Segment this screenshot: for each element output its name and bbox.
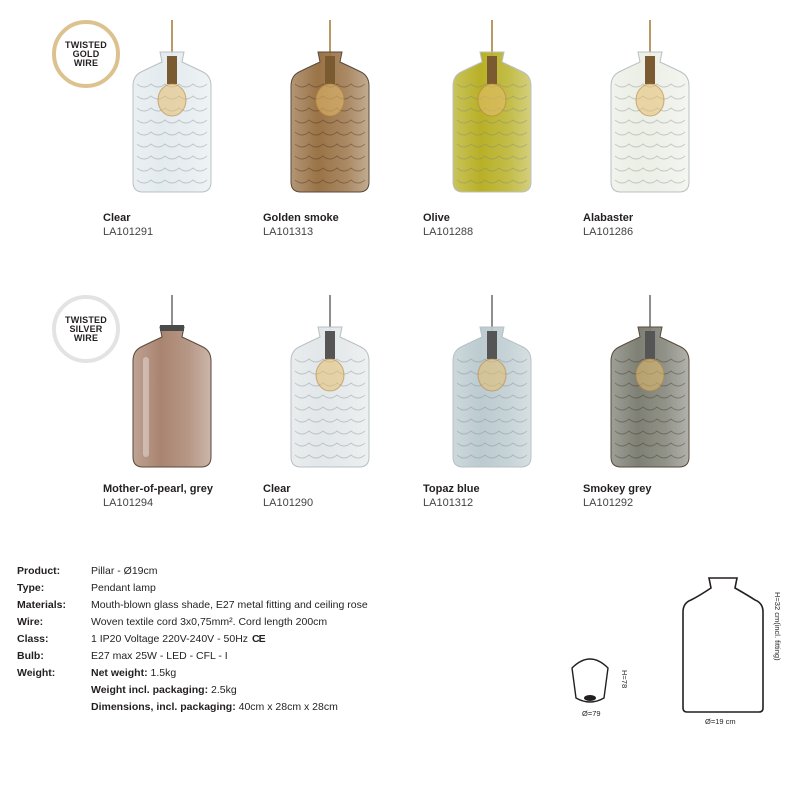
pendant-lamp-image xyxy=(127,295,217,475)
product-name: Mother-of-pearl, grey xyxy=(103,483,214,495)
spec-row-product xyxy=(17,563,368,580)
product-name: Clear xyxy=(263,483,291,495)
bulb-icon xyxy=(316,84,344,116)
ce-mark-icon: CE xyxy=(252,633,265,645)
class-value: 1 IP20 Voltage 220V-240V - 50Hz xyxy=(91,633,249,645)
product-caption xyxy=(263,482,313,510)
pendant-lamp-image xyxy=(285,295,375,475)
spec-value: Mouth-blown glass shade, E27 metal fitting and ceiling rose xyxy=(91,599,368,611)
product-caption xyxy=(423,211,473,239)
spec-label: Product: xyxy=(17,565,61,577)
spec-value: E27 max 25W - LED - CFL - I xyxy=(91,650,228,662)
small-height-label: H=78 xyxy=(620,670,629,689)
spec-row-weight xyxy=(17,665,368,682)
shade-outline-drawing xyxy=(675,570,790,730)
pendant-lamp-image xyxy=(285,20,375,200)
pendant-lamp-image xyxy=(447,295,537,475)
product-name: Topaz blue xyxy=(423,483,480,495)
product-code: LA101294 xyxy=(103,497,154,509)
bulb-icon xyxy=(636,84,664,116)
spec-row-weight-packaging xyxy=(17,682,368,699)
pendant-lamp-image xyxy=(605,295,695,475)
product-caption xyxy=(583,211,633,239)
product-code: LA101292 xyxy=(583,497,634,509)
badge-gold-label: TWISTED GOLD WIRE xyxy=(65,39,107,68)
spec-value xyxy=(91,665,176,682)
spec-label: Materials: xyxy=(17,599,67,611)
large-height-label: H=32 cm(incl. fitting) xyxy=(773,592,782,661)
spec-row-bulb xyxy=(17,648,368,665)
product-caption xyxy=(583,482,651,510)
product-name: Smokey grey xyxy=(583,483,652,495)
product-caption xyxy=(103,211,153,239)
spec-table xyxy=(17,563,368,716)
product-caption xyxy=(263,211,339,239)
bulb-icon xyxy=(478,359,506,391)
product-code: LA101290 xyxy=(263,497,314,509)
product-code: LA101291 xyxy=(103,226,154,238)
spec-label: Class: xyxy=(17,633,49,645)
bulb-icon xyxy=(636,359,664,391)
product-name: Golden smoke xyxy=(263,212,339,224)
spec-value xyxy=(91,631,265,648)
net-weight-label: Net weight: xyxy=(91,667,148,679)
spec-label: Weight: xyxy=(17,667,56,679)
spec-row-wire xyxy=(17,614,368,631)
pendant-lamp-image xyxy=(447,20,537,200)
fitting-drawing xyxy=(560,650,640,725)
dimensions-label: Dimensions, incl. packaging: xyxy=(91,701,236,713)
spec-row-dimensions xyxy=(17,699,368,716)
spec-value xyxy=(91,699,338,716)
bulb-icon xyxy=(158,84,186,116)
pendant-lamp-image xyxy=(605,20,695,200)
spec-value xyxy=(91,682,237,699)
product-code: LA101288 xyxy=(423,226,474,238)
spec-label: Bulb: xyxy=(17,650,44,662)
product-name: Alabaster xyxy=(583,212,634,224)
spec-row-materials xyxy=(17,597,368,614)
product-code: LA101312 xyxy=(423,497,474,509)
spec-value: Woven textile cord 3x0,75mm². Cord length 200cm xyxy=(91,616,328,628)
weight-packaging-value: 2.5kg xyxy=(211,684,237,696)
dimensions-value: 40cm x 28cm x 28cm xyxy=(238,701,338,713)
product-name: Clear xyxy=(103,212,131,224)
weight-packaging-label: Weight incl. packaging: xyxy=(91,684,209,696)
pendant-lamp-image xyxy=(127,20,217,200)
product-caption xyxy=(423,482,480,510)
product-name: Olive xyxy=(423,212,450,224)
spec-row-type xyxy=(17,580,368,597)
product-code: LA101313 xyxy=(263,226,314,238)
product-caption xyxy=(103,482,213,510)
badge-silver-label: TWISTED SILVER WIRE xyxy=(65,314,107,343)
product-code: LA101286 xyxy=(583,226,634,238)
spec-row-class xyxy=(17,631,368,648)
spec-value: Pillar - Ø19cm xyxy=(91,565,158,577)
spec-label: Type: xyxy=(17,582,45,594)
large-diameter-label: Ø=19 cm xyxy=(705,717,736,726)
twisted-gold-wire-badge xyxy=(52,20,120,88)
spec-label: Wire: xyxy=(17,616,44,628)
bulb-icon xyxy=(316,359,344,391)
net-weight-value: 1.5kg xyxy=(150,667,177,679)
twisted-silver-wire-badge xyxy=(52,295,120,363)
bulb-icon xyxy=(478,84,506,116)
small-diameter-label: Ø=79 xyxy=(582,709,601,718)
spec-value: Pendant lamp xyxy=(91,582,156,594)
